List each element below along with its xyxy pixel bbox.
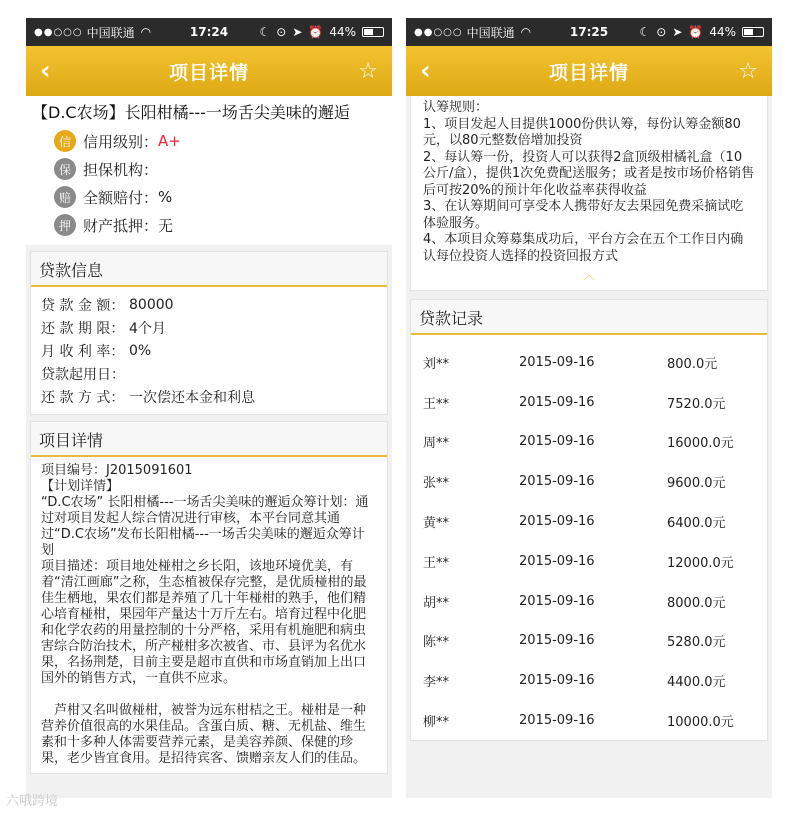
record-date: 2015-09-16 — [519, 553, 595, 569]
record-date: 2015-09-16 — [519, 354, 595, 370]
record-amount: 6400.0元 — [667, 516, 726, 532]
collapse-chevron-up-icon[interactable]: ︿ — [582, 268, 595, 282]
record-date: 2015-09-16 — [519, 474, 595, 490]
credit-badge-icon: 信 — [54, 130, 76, 152]
battery-percent: 44% — [329, 25, 356, 39]
loan-start-date-label: 贷款起用日： — [41, 366, 125, 383]
alarm-icon: ⏰ — [308, 25, 324, 39]
project-info-list — [26, 125, 392, 245]
plan-detail-paragraph-3: 芦柑又名叫做椪柑，被誉为远东柑桔之王。椪柑是一种营养价值很高的水果佳品。含蛋白质、糖、无机盐、维生素和十多种人体需要营养元素，是美容养颜、保健的珍果，老少皆宜食用。是招待宾客、馈赠亲友人们的佳品。 — [41, 703, 367, 766]
record-amount: 4400.0元 — [667, 675, 726, 691]
loan-term-label: 还 款 期 限： — [41, 320, 125, 337]
record-name: 王** — [423, 555, 450, 571]
nav-bar — [406, 46, 772, 96]
nav-bar — [26, 46, 392, 96]
lock-rotation-icon: ⊙ — [656, 25, 667, 39]
loan-amount-label: 贷 款 金 额： — [41, 297, 125, 314]
record-amount: 10000.0元 — [667, 715, 734, 731]
credit-label: 信用级别： — [83, 132, 159, 151]
record-row — [411, 502, 767, 542]
record-name: 张** — [423, 476, 450, 492]
loan-row-rate — [41, 339, 377, 362]
project-detail-body — [31, 457, 387, 773]
moon-icon: ☾ — [639, 25, 651, 39]
loan-term-value: 4个月 — [129, 320, 166, 337]
record-row — [411, 661, 767, 701]
guarantee-badge-icon: 保 — [54, 158, 76, 180]
record-amount: 5280.0元 — [667, 635, 726, 651]
project-detail-header: 项目详情 — [31, 422, 387, 457]
record-date: 2015-09-16 — [519, 633, 595, 649]
wifi-icon: ◠ — [140, 25, 152, 39]
record-amount: 9600.0元 — [667, 476, 726, 492]
record-amount: 7520.0元 — [667, 396, 726, 412]
favorite-star-button[interactable]: ☆ — [358, 58, 378, 84]
record-row — [411, 462, 767, 502]
record-name: 李** — [423, 675, 450, 691]
record-name: 黄** — [423, 516, 450, 532]
loan-records-header: 贷款记录 — [411, 300, 767, 335]
battery-icon — [742, 27, 764, 37]
location-icon: ➤ — [292, 25, 303, 39]
record-date: 2015-09-16 — [519, 713, 595, 729]
record-row — [411, 382, 767, 422]
record-amount: 8000.0元 — [667, 595, 726, 611]
rule-item-3: 3、在认筹期间可享受本人携带好友去果园免费采摘试吃体验服务。 — [423, 199, 744, 231]
rule-item-4: 4、本项目众筹募集成功后，平台方会在五个工作日内确认每位投资人选择的投资回报方式 — [423, 232, 744, 264]
loan-records-card — [410, 299, 768, 742]
loan-info-card — [30, 251, 388, 415]
carrier-label: 中国联通 — [86, 25, 135, 40]
back-button[interactable]: ‹ — [420, 56, 431, 86]
loan-rate-value: 0% — [129, 342, 152, 359]
record-date: 2015-09-16 — [519, 593, 595, 609]
info-row-credit — [54, 127, 392, 155]
compensation-label: 全额赔付： — [83, 188, 159, 207]
page-title: 项目详情 — [168, 61, 249, 84]
record-name: 刘** — [423, 356, 450, 372]
rules-title: 认筹规则： — [423, 100, 489, 115]
favorite-star-button[interactable]: ☆ — [738, 58, 758, 84]
carrier-label: 中国联通 — [466, 25, 515, 40]
mortgage-label: 财产抵押： — [83, 216, 159, 235]
loan-row-term — [41, 316, 377, 339]
record-name: 周** — [423, 436, 450, 452]
rule-item-1: 1、项目发起人目提供1000份供认筹，每份认筹金额80元，以80元整数倍增加投资 — [423, 116, 741, 148]
guarantee-label: 担保机构： — [83, 160, 159, 179]
loan-info-body — [31, 287, 387, 414]
loan-amount-value: 80000 — [129, 296, 174, 313]
plan-detail-paragraph-1: “D.C农场” 长阳柑橘---一场舌尖美味的邂逅众筹计划：通过对项目发起人综合情况进行审核，本平台同意其通过“D.C农场”发布长阳柑橘---一场舌尖美味的邂逅众筹计划 — [41, 495, 369, 558]
status-bar — [406, 18, 772, 46]
record-row — [411, 541, 767, 581]
record-row — [411, 701, 767, 741]
compensation-badge-icon: 赔 — [54, 186, 76, 208]
info-row-guarantee — [54, 155, 392, 183]
signal-icon: ●●○○○ — [414, 26, 463, 38]
status-time: 17:25 — [569, 25, 609, 39]
record-name: 柳** — [423, 715, 450, 731]
right-phone-screen — [406, 18, 772, 798]
moon-icon: ☾ — [259, 25, 271, 39]
project-description: 项目描述：项目地处椪柑之乡长阳，该地环境优美，有着“清江画廊”之称，生态植被保存完整，是优质椪柑的最佳生栖地，果农们都是养殖了几十年椪柑的熟手，他们精心培育椪柑，果园年产量达十万斤左右。培育过程中化肥和化学农药的用量控制的十分严格，采用有机施肥和病虫害综合防治技术，所产椪柑多次被省、市、县评为名优水果，名扬荆楚，目前主要是超市直供和市场直销加上出口国外的销售方式，一直供不应求。 — [41, 559, 367, 686]
repayment-method-label: 还 款 方 式： — [41, 389, 125, 406]
loan-records-list — [411, 335, 767, 741]
loan-info-header: 贷款信息 — [31, 252, 387, 287]
status-right-icons — [259, 25, 384, 39]
record-date: 2015-09-16 — [519, 514, 595, 530]
content-area[interactable] — [26, 96, 392, 774]
rule-item-2: 2、每认筹一份，投资人可以获得2盒顶级柑橘礼盒（10公斤/盒），提供1次免费配送服务；或者是按市场价格销售后可按20%的预计年化收益率获得收益 — [423, 149, 755, 198]
subscription-rules — [410, 96, 768, 291]
content-area[interactable] — [406, 96, 772, 741]
record-row — [411, 621, 767, 661]
mortgage-value: 无 — [158, 216, 174, 235]
plan-detail-title: 【计划详情】 — [41, 479, 120, 494]
record-date: 2015-09-16 — [519, 673, 595, 689]
credit-value: A+ — [158, 132, 181, 150]
project-title: 【D.C农场】长阳柑橘---一场舌尖美味的邂逅 — [26, 96, 392, 125]
record-amount: 800.0元 — [667, 356, 718, 372]
wifi-icon: ◠ — [520, 25, 532, 39]
loan-row-amount — [41, 293, 377, 316]
record-name: 王** — [423, 396, 450, 412]
record-row — [411, 422, 767, 462]
signal-icon: ●●○○○ — [34, 26, 83, 38]
record-amount: 12000.0元 — [667, 555, 734, 571]
loan-row-repayment — [41, 385, 377, 408]
record-date: 2015-09-16 — [519, 434, 595, 450]
info-row-compensation — [54, 183, 392, 211]
battery-percent: 44% — [709, 25, 736, 39]
location-icon: ➤ — [672, 25, 683, 39]
loan-row-start-date — [41, 362, 377, 385]
status-time: 17:24 — [189, 25, 229, 39]
back-button[interactable]: ‹ — [40, 56, 51, 86]
project-detail-card — [30, 421, 388, 774]
status-right-icons — [639, 25, 764, 39]
record-amount: 16000.0元 — [667, 436, 734, 452]
compensation-value: % — [158, 188, 173, 206]
info-row-mortgage — [54, 211, 392, 239]
watermark: 六哦跨境 — [6, 794, 59, 809]
page-title: 项目详情 — [548, 61, 629, 84]
left-phone-screen — [26, 18, 392, 798]
repayment-method-value: 一次偿还本金和利息 — [129, 389, 255, 406]
lock-rotation-icon: ⊙ — [276, 25, 287, 39]
alarm-icon: ⏰ — [688, 25, 704, 39]
status-bar — [26, 18, 392, 46]
mortgage-badge-icon: 押 — [54, 214, 76, 236]
loan-rate-label: 月 收 利 率： — [41, 343, 125, 360]
record-row — [411, 343, 767, 383]
record-name: 胡** — [423, 595, 450, 611]
record-date: 2015-09-16 — [519, 394, 595, 410]
battery-icon — [362, 27, 384, 37]
record-name: 陈** — [423, 635, 450, 651]
record-row — [411, 581, 767, 621]
project-number: 项目编号：J2015091601 — [41, 463, 193, 478]
